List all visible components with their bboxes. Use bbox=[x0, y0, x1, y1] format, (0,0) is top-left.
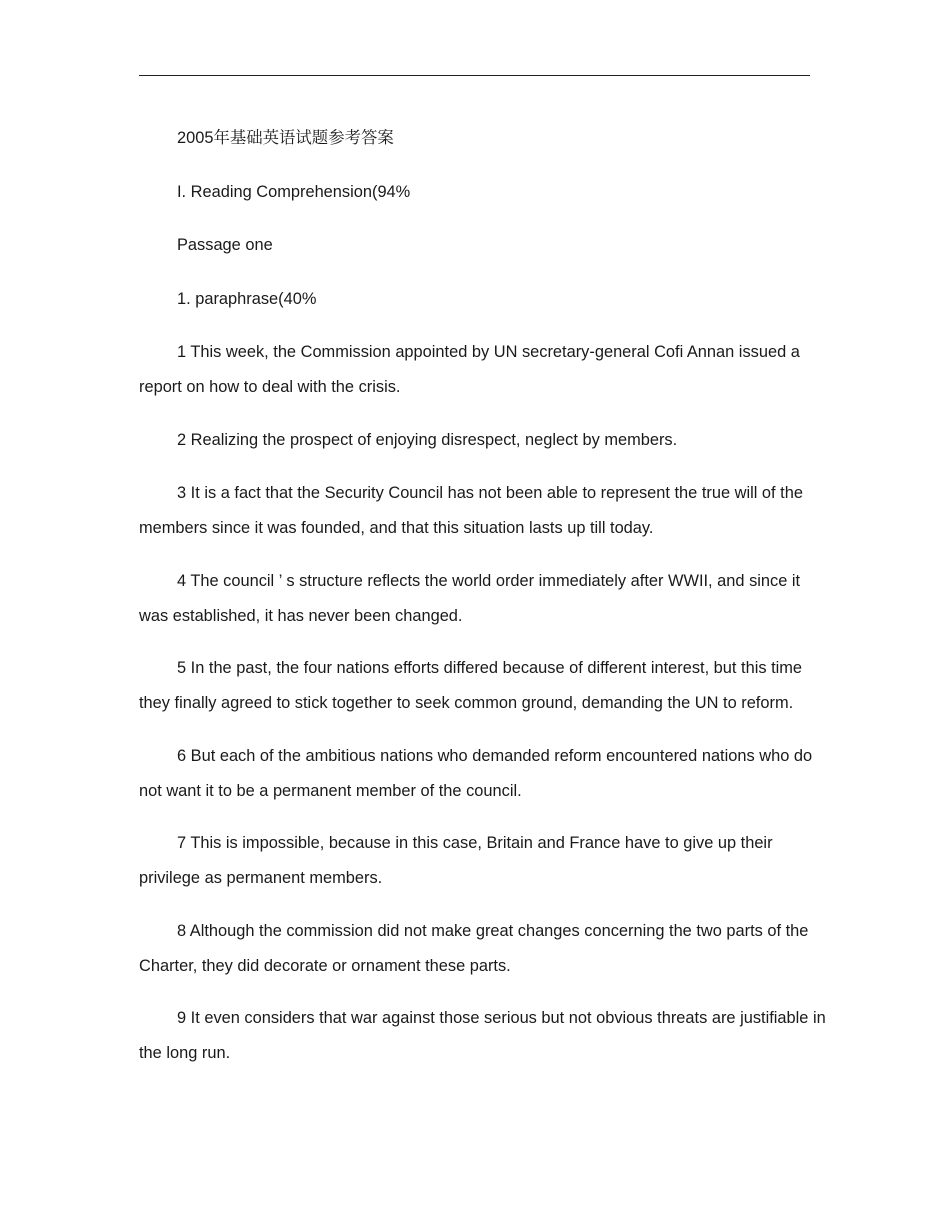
subsection-heading: 1. paraphrase(40% bbox=[177, 289, 317, 308]
header-rule bbox=[139, 75, 810, 76]
answer-paragraph-3: 3 It is a fact that the Security Council has not been able to represent the true will of the members since it was founded, and that this situation lasts up till today. bbox=[139, 484, 803, 537]
answer-paragraph-6: 6 But each of the ambitious nations who demanded reform encountered nations who do not want it to be a permanent member of the council. bbox=[139, 746, 813, 800]
answer-paragraph-4: 4 The council ’ s structure reflects the world order immediately after WWII, and since it was established, it has never been changed. bbox=[139, 571, 801, 625]
document-body bbox=[139, 121, 831, 1089]
passage-label: Passage one bbox=[177, 236, 273, 254]
answer-paragraph-2: 2 Realizing the prospect of enjoying disrespect, neglect by members. bbox=[177, 430, 678, 449]
answer-paragraph-9: 9 It even considers that war against those serious but not obvious threats are justifiable in the long run. bbox=[139, 1009, 826, 1062]
answer-paragraph-8: 8 Although the commission did not make great changes concerning the two parts of the Charter, they did decorate or ornament these parts. bbox=[139, 921, 809, 975]
answer-paragraph-1: 1 This week, the Commission appointed by UN secretary-general Cofi Annan issued a report on how to deal with the crisis. bbox=[139, 343, 800, 396]
answer-paragraph-5: 5 In the past, the four nations efforts differed because of different interest, but this time they finally agreed to stick together to seek common ground, demanding the UN to reform. bbox=[139, 659, 803, 712]
document-title: 2005年基础英语试题参考答案 bbox=[177, 129, 394, 147]
section-heading: I. Reading Comprehension(94% bbox=[177, 182, 411, 201]
answer-paragraph-7: 7 This is impossible, because in this case, Britain and France have to give up their privilege as permanent members. bbox=[139, 834, 773, 887]
